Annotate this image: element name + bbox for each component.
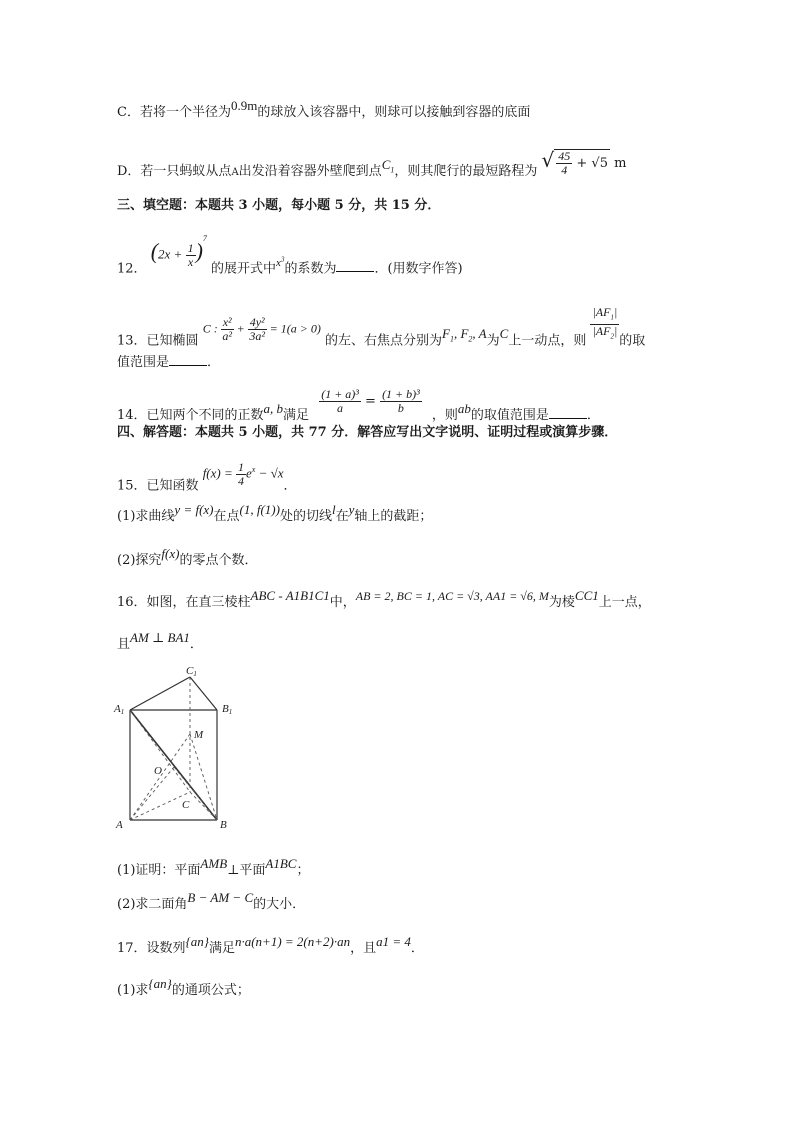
- label-c: C: [182, 799, 190, 811]
- label-o: O: [154, 765, 162, 777]
- question-12: 12． (2x + $\frac{1}{x}$ )$^7$ 的展开式中$^{x^3}$的系数为 ．(用数字作答): [117, 234, 463, 277]
- answer-blank[interactable]: [169, 355, 207, 366]
- label-b1: B1: [222, 703, 233, 716]
- question-15-part2: (2)探究f(x)的零点个数．: [117, 546, 258, 568]
- question-13: 13．已知椭圆 C : $\frac{\text{x²}}{\text{a²}}$ + $\frac{\text{4y²}}{\text{3a²}}$ = 1(a > 0) 的左、右焦点分别为$F_1$, $F_2$, A为C上一动点，则 $\frac{|AF_1|}{|AF_2|}$ 的取: [117, 305, 646, 349]
- option-c: C．若将一个半径为0.9m的球放入该容器中，则球可以接触到容器的底面: [117, 98, 531, 120]
- question-17: 17．设数列{an}满足n·a(n+1) = 2(n+2)·an，且a1 = 4．: [117, 934, 424, 956]
- question-14: 14．已知两个不同的正数a, b满足 $\frac{\text{(1 + a)³}}{a}$ = $\frac{\text{(1 + b)³}}{b}$ ，则ab的取值范围是 ．: [117, 387, 600, 423]
- question-15: 15．已知函数 f(x) = $\frac{1}{4}$ $e^x - √x$．: [117, 460, 297, 494]
- binomial-expression: (2x + $\frac{1}{x}$ )$^7$: [150, 234, 207, 269]
- question-15-part1: (1)求曲线y = f(x)在点(1, f(1))处的切线l在y轴上的截距；: [117, 502, 433, 524]
- focal-ratio: $\frac{|AF_1|}{|AF_2|}$: [592, 305, 618, 341]
- option-d: D．若一只蚂蚁从点A出发沿着容器外壁爬到点$C_1$，则其爬行的最短路程为 √ $\frac{45}{4}$ + √5 m: [117, 148, 627, 179]
- question-16-line2: 且AM ⊥ BA1．: [117, 630, 203, 652]
- label-m: M: [194, 729, 204, 741]
- label-c1: C1: [186, 665, 197, 678]
- label-a: A: [116, 819, 123, 831]
- question-13-line2: 值范围是 ．: [117, 355, 221, 370]
- question-16: 16．如图，在直三棱柱ABC - A1B1C1中，AB = 2, BC = 1, AC = √3, AA1 = √6, M为棱CC1上一点，: [117, 588, 651, 610]
- section-answer-heading: 四、解答题：本题共 5 小题，共 77 分．解答应写出文字说明、证明过程或演算步骤．: [117, 425, 618, 440]
- answer-blank[interactable]: [549, 408, 587, 419]
- shortest-path-formula: √ $\frac{45}{4}$ + √5 m: [541, 148, 627, 177]
- function-definition: f(x) = $\frac{1}{4}$ $e^x - √x$: [202, 460, 284, 488]
- label-b: B: [220, 819, 227, 831]
- condition-equation: $\frac{\text{(1 + a)³}}{a}$ = $\frac{\text{(1 + b)³}}{b}$: [321, 387, 420, 415]
- section-fill-in-heading: 三、填空题：本题共 3 小题，每小题 5 分，共 15 分．: [117, 198, 441, 213]
- question-17-part1: (1)求{an}的通项公式；: [117, 976, 250, 998]
- radius-value: 0.9m: [230, 98, 258, 113]
- question-16-part2: (2)求二面角B − AM − C的大小．: [117, 890, 306, 912]
- prism-figure: [112, 662, 242, 832]
- answer-blank[interactable]: [336, 261, 374, 272]
- question-16-part1: (1)证明：平面AMB⊥平面A1BC；: [117, 856, 310, 878]
- ellipse-equation: C : $\frac{\text{x²}}{\text{a²}}$ + $\frac{\text{4y²}}{\text{3a²}}$ = 1(a > 0): [202, 315, 321, 344]
- label-a1: A1: [114, 703, 125, 716]
